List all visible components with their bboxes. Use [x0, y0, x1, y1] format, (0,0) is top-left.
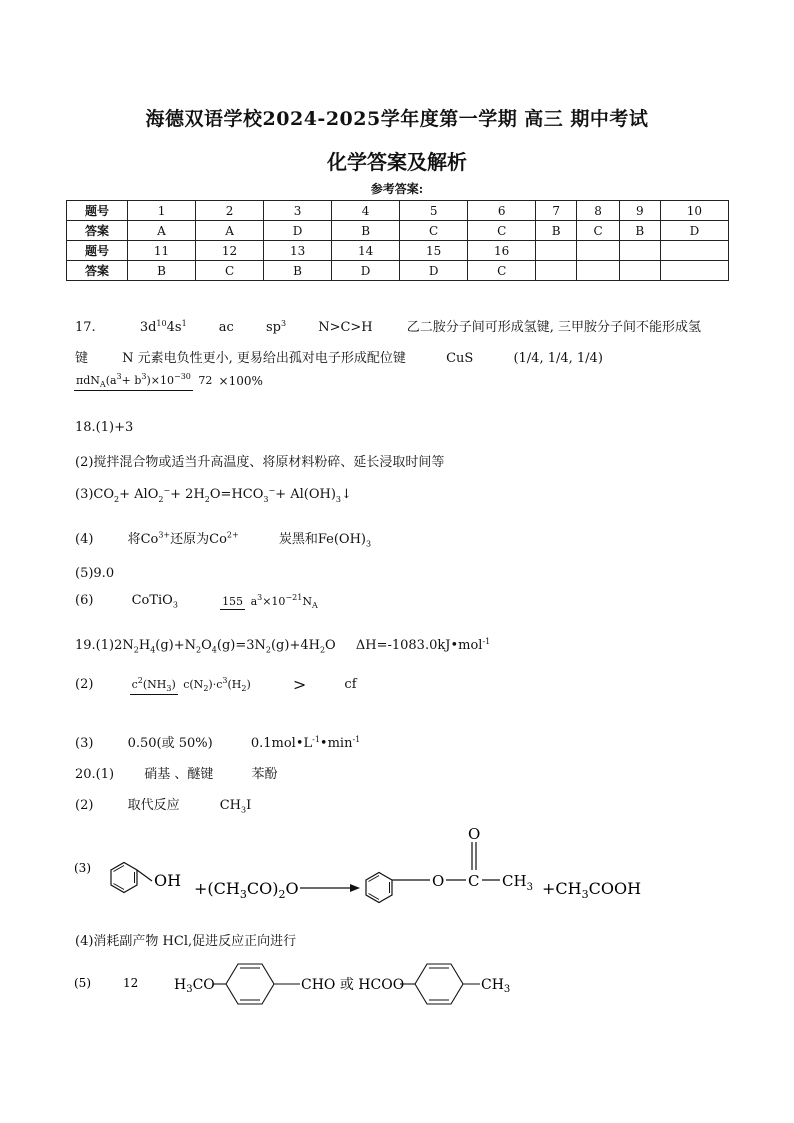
table-cell: 1: [128, 201, 196, 221]
table-cell: C: [400, 221, 468, 241]
q17-answer-5-cont: 键: [75, 351, 89, 366]
q20-phenol: 苯酚: [251, 767, 278, 782]
q18-equation: $CO_2+ AlO_2^-+ 2H_2O=HCO_3^-+$ $Al(OH)_3↓$: [93, 486, 352, 504]
row-label: 答案: [67, 261, 128, 281]
q20-line-4: (4)消耗副产物 HCl,促进反应正向进行: [75, 934, 297, 949]
row-label: 题号: [67, 201, 128, 221]
phenol-oh: OH: [154, 871, 182, 890]
table-cell: C: [468, 261, 536, 281]
benzene-ring-1: [226, 964, 274, 1004]
q18-line-3: $(3)CO_2+ AlO_2^-+ 2H_2O=HCO_3^-+$ $Al(OH)_3↓$: [75, 486, 352, 504]
q17-answer-5: 乙二胺分子间可形成氢键, 三甲胺分子间不能形成氢: [406, 320, 702, 335]
q17-density-fraction: $\pi dN_A(a^3+ b^3)\times 10^{-30}$ 72: [76, 372, 213, 389]
table-cell: 14: [332, 241, 400, 261]
table-cell: [660, 241, 728, 261]
acetic-anhydride: $+(CH_3CO)_2O$: [194, 879, 299, 901]
q19-answer-cf: cf: [344, 677, 357, 693]
table-cell: [619, 241, 660, 261]
table-cell: D: [660, 221, 728, 241]
row-label: 题号: [67, 241, 128, 261]
q20-functional-groups: 硝基 、醚键: [144, 767, 214, 782]
table-cell: D: [332, 261, 400, 281]
aldehyde-or-formate: CHO 或 HCOO: [301, 977, 405, 993]
table-cell: 10: [660, 201, 728, 221]
table-cell: [536, 241, 577, 261]
q17-line-2: [75, 347, 603, 366]
table-cell: 15: [400, 241, 468, 261]
table-cell: 8: [577, 201, 620, 221]
q18-density-fraction: 155 $a^3\times 10^{-21}N_A$: [222, 593, 318, 610]
q19-equation: $19.(1)2N_2H_4(g)+N_2O_4(g)=3N_2(g)+4H_2O$: [75, 638, 336, 655]
table-row: [67, 261, 729, 281]
page-subtitle: 化学答案及解析: [327, 150, 467, 174]
q17-number: 17.: [75, 320, 96, 335]
methyl-group: $CH_3$: [481, 977, 511, 995]
table-cell: 9: [619, 201, 660, 221]
table-cell: 11: [128, 241, 196, 261]
ring-double-bond: [114, 866, 125, 872]
q17-config: $3d^{10}4s^1$: [139, 318, 187, 335]
table-cell: D: [400, 261, 468, 281]
q17-line-3: [74, 372, 263, 391]
q19-line-1: [75, 637, 490, 655]
table-cell: [536, 261, 577, 281]
table-cell: 16: [468, 241, 536, 261]
q20-line-2: (2) 取代反应 $CH_3I$: [75, 794, 251, 815]
benzene-ring-phenol: [111, 863, 137, 893]
q18-answer-6a: CoTiO$_3$: [131, 593, 178, 611]
q19-line-2: (2) $c^2(NH_3) c(N_2)\cdot c^3(H_2)$ > cf: [75, 675, 357, 695]
q17-line-1: [75, 316, 701, 335]
table-cell: 3: [264, 201, 332, 221]
table-cell: 7: [536, 201, 577, 221]
bond-ring-oh: [137, 870, 152, 881]
table-cell: B: [536, 221, 577, 241]
table-row: [67, 221, 729, 241]
row-label: 答案: [67, 221, 128, 241]
q20-reaction-type: 取代反应: [127, 798, 180, 813]
q18-answer-4b: 炭黑和$Fe(OH)_3$: [278, 532, 372, 549]
table-cell: [619, 261, 660, 281]
q20-isomer-structures: [66, 955, 526, 1005]
methoxy-group: $H_3CO$: [174, 977, 215, 995]
benzene-ring-2: [415, 964, 463, 1004]
table-row: [67, 241, 729, 261]
q17-percent: ×100%: [218, 373, 263, 388]
table-cell: B: [619, 221, 660, 241]
table-cell: A: [128, 221, 196, 241]
q20-part3-label: (3): [74, 861, 91, 875]
q19-line-3: (3) 0.50(或 50%) $0.1mol•L^{-1}•\min^{-1}$: [75, 732, 360, 751]
table-cell: 13: [264, 241, 332, 261]
table-cell: [660, 261, 728, 281]
q19-enthalpy: ΔH=-1083.0kJ•mol$^{-1}$: [355, 637, 491, 654]
q20-reaction-scheme: [66, 820, 666, 916]
table-cell: [577, 241, 620, 261]
table-cell: B: [332, 221, 400, 241]
q20-part5-label: (5): [74, 976, 91, 990]
q20-isomer-count: 12: [123, 976, 139, 990]
ring-double-bond: [369, 876, 380, 882]
table-cell: 6: [468, 201, 536, 221]
q19-equilibrium-constant: $c^2(NH_3)$ $c(N_2)\cdot c^3(H_2)$: [131, 676, 251, 693]
q18-line-5: (5)9.0: [75, 566, 115, 581]
q18-line-2: (2)搅拌混合物或适当升高温度、将原材料粉碎、延长浸取时间等: [75, 455, 445, 470]
q20-reagent: $CH_3I$: [219, 798, 252, 815]
table-cell: 2: [196, 201, 264, 221]
carbonyl-carbon: C: [468, 872, 480, 890]
acetic-acid: $+CH_3COOH$: [542, 879, 642, 901]
ring-double-bond: [369, 894, 380, 900]
q17-answer-4: N>C>H: [318, 320, 373, 335]
table-cell: C: [468, 221, 536, 241]
q17-answer-3: $sp^3$: [265, 318, 287, 335]
q18-line-6: (6) CoTiO$_3$ 155 $a^3\times 10^{-21}N_A$: [75, 593, 318, 611]
q20-line-1: 20.(1) 硝基 、醚键 苯酚: [75, 763, 278, 782]
reference-answer-label: 参考答案:: [370, 182, 424, 196]
q18-line-1: 18.(1)+3: [75, 420, 134, 435]
ester-oxygen: O: [432, 872, 445, 890]
arrow-head: [350, 884, 360, 892]
q17-answer-2: ac: [218, 320, 234, 335]
q19-conversion: 0.50(或 50%): [127, 736, 213, 751]
table-cell: B: [264, 261, 332, 281]
q17-answer-8: (1/4, 1/4, 1/4): [513, 351, 603, 366]
table-cell: 4: [332, 201, 400, 221]
methyl-group: $CH_3$: [502, 872, 533, 893]
q17-answer-6: N 元素电负性更小, 更易给出孤对电子形成配位键: [122, 351, 406, 366]
table-cell: A: [196, 221, 264, 241]
q18-line-4: (4) 将$Co^{3+}$还原为$Co^{2+}$ 炭黑和$Fe(OH)_3$: [75, 528, 371, 549]
q18-answer-4a: 将$Co^{3+}$还原为$Co^{2+}$: [127, 530, 239, 547]
answer-table: [66, 200, 729, 281]
q17-answer-7: CuS: [446, 351, 474, 366]
page-title: 海德双语学校2024-2025学年度第一学期 高三 期中考试: [145, 108, 649, 130]
table-row: [67, 201, 729, 221]
q19-greater-than: >: [292, 675, 307, 695]
table-cell: 5: [400, 201, 468, 221]
benzene-ring-product: [366, 873, 392, 903]
table-cell: B: [128, 261, 196, 281]
table-cell: [577, 261, 620, 281]
ring-double-bond: [114, 884, 125, 890]
table-cell: C: [577, 221, 620, 241]
table-cell: D: [264, 221, 332, 241]
table-cell: C: [196, 261, 264, 281]
table-cell: 12: [196, 241, 264, 261]
q19-rate: $0.1mol•L^{-1}•\min^{-1}$: [250, 734, 361, 751]
carbonyl-oxygen: O: [468, 825, 481, 843]
